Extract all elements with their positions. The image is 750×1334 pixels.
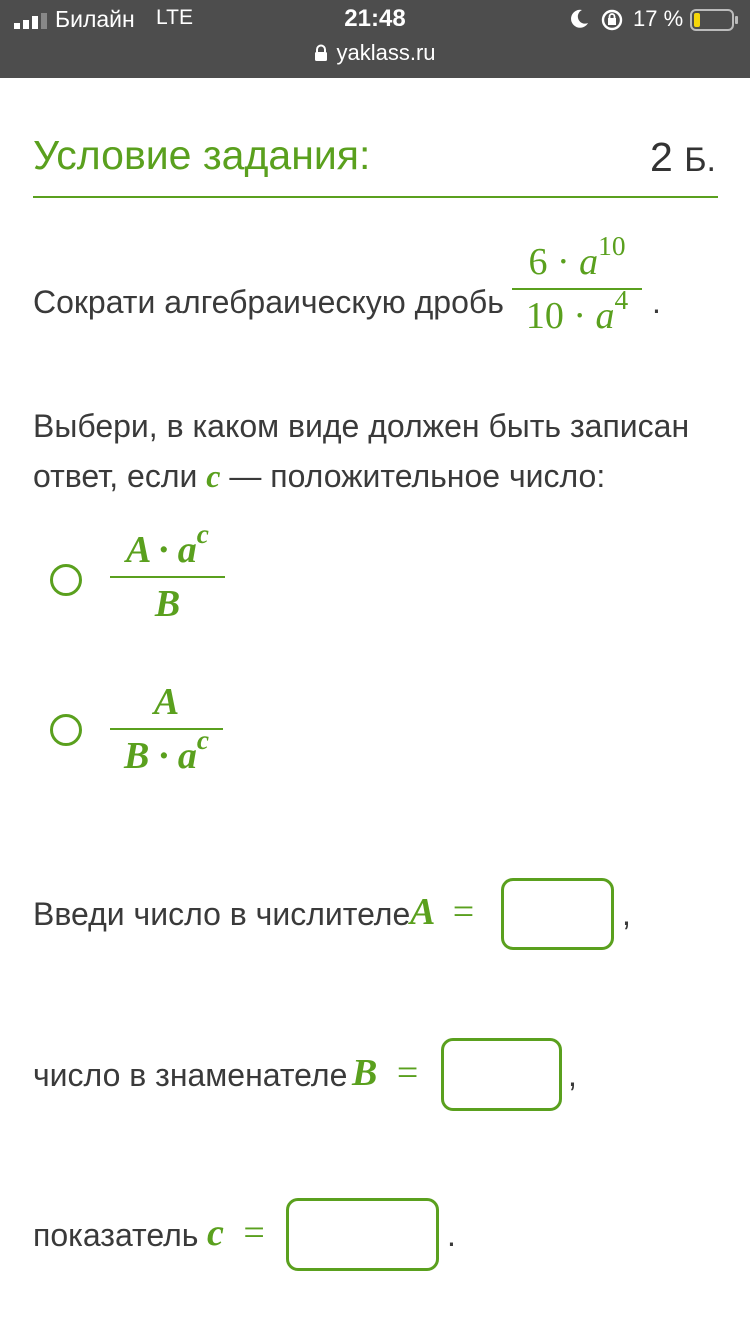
choose-text-after: — положительное число:: [229, 458, 606, 494]
exponent-input[interactable]: [286, 1198, 439, 1271]
numerator-coefficient: 6: [528, 241, 548, 283]
option-1-numerator: [110, 518, 225, 572]
intro-period: .: [652, 284, 661, 320]
clock: 21:48: [344, 5, 406, 32]
option-1-numerator-text: A · a: [126, 529, 197, 571]
denominator-coefficient: 10: [525, 295, 564, 337]
choose-text-before: ответ, если: [33, 458, 198, 494]
moon-icon: [568, 8, 590, 30]
url-text: yaklass.ru: [336, 40, 436, 65]
denominator-exponent: 4: [614, 284, 629, 315]
b-equals: =: [396, 1052, 419, 1094]
task-points: [650, 134, 716, 181]
battery-percent: 17 %: [633, 6, 684, 31]
lock-icon: [314, 44, 328, 62]
given-denominator: [512, 284, 642, 338]
input-b-comma: ,: [568, 1057, 577, 1093]
input-b-variable: [352, 1051, 418, 1095]
rotation-lock-icon: [600, 8, 624, 32]
choose-line-2: [33, 458, 605, 495]
task-title: Условие задания:: [33, 132, 371, 178]
points-value: 2: [650, 134, 673, 180]
option-2-denominator-exponent: c: [196, 724, 209, 755]
denominator-variable: a: [595, 295, 615, 337]
denominator-dot: ·: [573, 295, 586, 337]
c-var: c: [207, 1212, 224, 1254]
input-a-label: Введи число в числителе: [33, 896, 411, 932]
b-var: B: [352, 1052, 378, 1094]
numerator-exponent: 10: [598, 230, 626, 261]
choose-variable: c: [206, 458, 221, 494]
choose-line-1: Выбери, в каком виде должен быть записан: [33, 408, 690, 444]
option-2-radio[interactable]: [50, 714, 82, 746]
carrier-name: Билайн: [55, 6, 135, 32]
given-numerator: [512, 230, 642, 284]
numerator-input[interactable]: [501, 878, 614, 950]
input-c-period: .: [447, 1217, 456, 1253]
address-bar[interactable]: [0, 40, 750, 66]
option-1-bar: [110, 576, 225, 578]
input-c-variable: [207, 1211, 265, 1255]
network-type: LTE: [156, 6, 193, 29]
status-bar: [0, 0, 750, 78]
a-equals: =: [452, 891, 475, 933]
option-2-denominator-text: B · a: [123, 735, 197, 777]
c-equals: =: [243, 1212, 265, 1254]
option-2-fraction[interactable]: [110, 680, 223, 778]
denominator-input[interactable]: [441, 1038, 562, 1111]
a-var: A: [410, 891, 434, 933]
option-1-radio[interactable]: [50, 564, 82, 596]
task-header: [33, 128, 718, 198]
input-c-label: показатель: [33, 1217, 199, 1253]
battery-icon: [690, 8, 740, 32]
given-fraction: [512, 230, 642, 338]
option-1-numerator-exponent: c: [196, 518, 209, 549]
input-a-comma: ,: [622, 896, 631, 932]
intro-text: Сократи алгебраическую дробь: [33, 284, 504, 320]
input-b-label: число в знаменателе: [33, 1057, 348, 1093]
numerator-variable: a: [579, 241, 599, 283]
numerator-dot: ·: [556, 241, 570, 283]
option-2-numerator: A: [153, 681, 180, 723]
option-1-denominator: B: [154, 583, 181, 625]
option-1-fraction[interactable]: [110, 518, 225, 626]
points-unit: Б.: [684, 141, 716, 179]
input-a-variable: [410, 890, 474, 934]
option-2-denominator: [110, 724, 223, 778]
